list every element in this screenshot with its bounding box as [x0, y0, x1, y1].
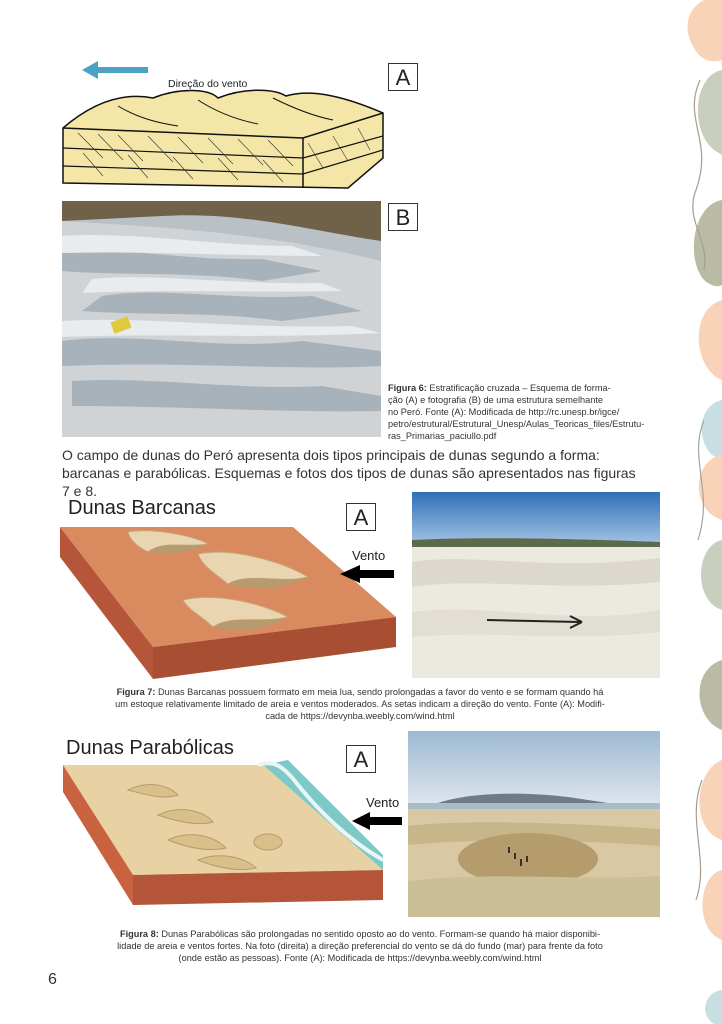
wind-direction-label: Direção do vento: [168, 78, 248, 90]
page-number: 6: [48, 971, 57, 988]
caption-line: um estoque relativamente limitado de areia e ventos moderados. As setas indicam a direção do vento. Fonte (A): Modifi-: [115, 699, 605, 709]
figure7-photo: [412, 492, 660, 678]
caption-line: no Peró. Fonte (A): Modificada de http://rc.unesp.br/igce/: [388, 407, 620, 417]
figure8-caption: [58, 928, 662, 964]
figure6-diagram: [58, 58, 388, 193]
figure6-label-a: A: [388, 63, 418, 91]
caption-line: (onde estão as pessoas). Fonte (A): Modificada de https://devynba.weebly.com/wind.html: [178, 953, 542, 963]
figure8-wind-label: Vento: [366, 795, 400, 810]
caption-line: ras_Primarias_paciullo.pdf: [388, 431, 497, 441]
caption-line: cada de https://devynba.weebly.com/wind.html: [265, 711, 455, 721]
figure6-caption: [388, 382, 668, 442]
caption-line: Estratificação cruzada – Esquema de forma-: [429, 383, 611, 393]
parabolic-diagram: [58, 760, 388, 910]
figure7-caption: [58, 686, 662, 722]
figure8-caption-title: Figura 8:: [119, 929, 159, 939]
paragraph-line: O campo de dunas do Peró apresenta dois tipos principais de dunas segundo a forma:: [62, 447, 600, 463]
caption-line: petro/estrutural/Estrutural_Unesp/Aulas_Teoricas_files/Estrutu-: [388, 419, 645, 429]
figure6-caption-title: Figura 6:: [388, 383, 427, 393]
barchan-diagram: [58, 522, 398, 682]
decorative-side-pattern: [674, 0, 722, 1024]
paragraph-line: 7 e 8.: [62, 483, 98, 499]
caption-line: Dunas Barcanas possuem formato em meia lua, sendo prolongadas a favor do vento e se formam quando há: [158, 687, 604, 697]
caption-line: lidade de areia e ventos fortes. Na foto (direita) a direção preferencial do vento se dá do fundo (mar) para frente da foto: [117, 941, 603, 951]
figure8-label-a: A: [346, 745, 376, 773]
figure7-label-a: A: [346, 503, 376, 531]
figure7-wind-arrow-icon: [340, 565, 395, 583]
figure8-title: Dunas Parabólicas: [66, 737, 234, 759]
caption-line: ção (A) e fotografia (B) de uma estrutura semelhante: [388, 395, 603, 405]
figure7-caption-title: Figura 7:: [116, 687, 156, 697]
paragraph-line: barcanas e parabólicas. Esquemas e fotos dos tipos de dunas são apresentados nas figuras: [62, 465, 636, 481]
figure8-photo: [408, 731, 660, 917]
figure7-wind-label: Vento: [352, 548, 386, 563]
figure6-photo: [62, 201, 381, 437]
figure7-title: Dunas Barcanas: [68, 497, 216, 519]
figure6-label-b: B: [388, 203, 418, 231]
figure8-wind-arrow-icon: [352, 812, 402, 830]
caption-line: Dunas Parabólicas são prolongadas no sentido oposto ao do vento. Formam-se quando há maior disponibi-: [161, 929, 601, 939]
